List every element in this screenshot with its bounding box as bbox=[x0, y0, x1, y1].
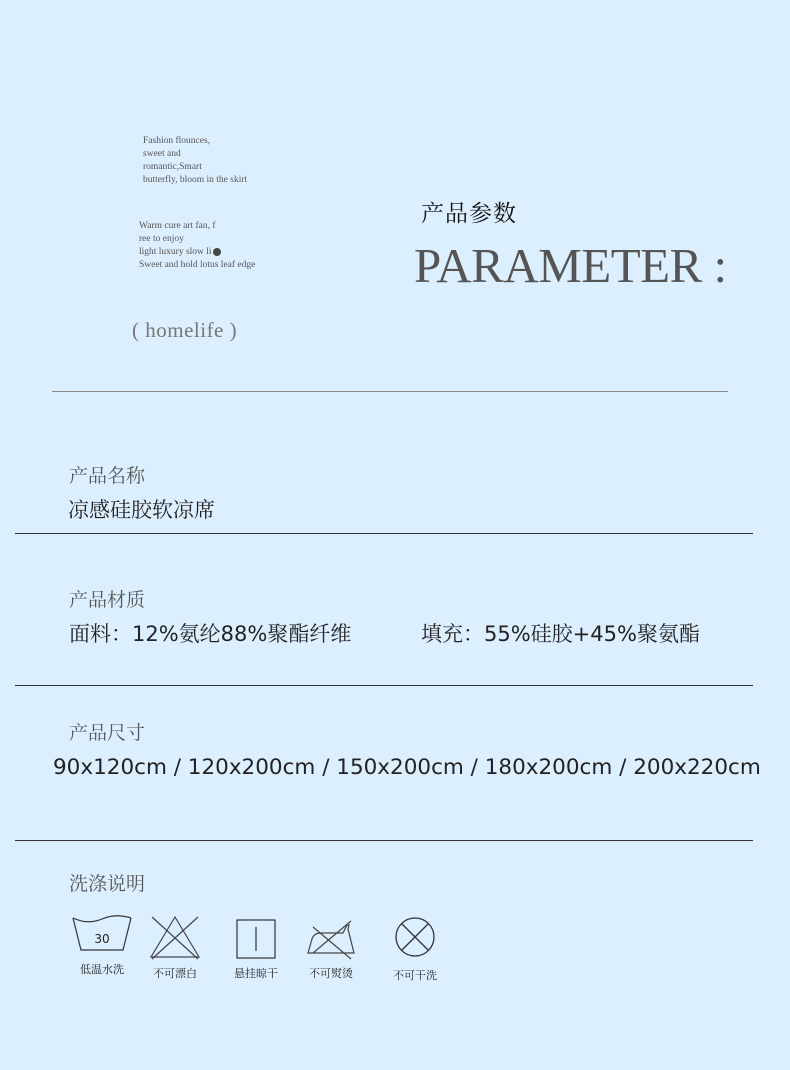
homelife-tag: ( homelife ) bbox=[132, 318, 238, 342]
care-caption: 低温水洗 bbox=[80, 963, 124, 976]
divider bbox=[52, 391, 728, 392]
no-iron-icon bbox=[303, 913, 359, 961]
product-name-label: 产品名称 bbox=[69, 465, 146, 487]
intro-blurb-2 bbox=[139, 220, 255, 272]
material-label: 产品材质 bbox=[69, 589, 146, 611]
page-title-en: PARAMETER : bbox=[414, 238, 727, 293]
bullet-dot-icon bbox=[213, 248, 221, 256]
care-caption: 不可干洗 bbox=[393, 969, 437, 982]
no-dry-clean-icon bbox=[391, 913, 439, 961]
no-bleach-icon bbox=[147, 913, 203, 961]
size-value: 90x120cm / 120x200cm / 150x200cm / 180x200cm / 200x220cm bbox=[53, 755, 761, 780]
care-item-no-dry-clean bbox=[375, 913, 455, 983]
product-name-value: 凉感硅胶软凉席 bbox=[68, 498, 215, 522]
wash-30-icon bbox=[70, 913, 134, 953]
page-title-zh: 产品参数 bbox=[421, 201, 517, 227]
care-item-no-iron bbox=[291, 913, 371, 981]
care-label: 洗涤说明 bbox=[69, 873, 146, 895]
size-label: 产品尺寸 bbox=[69, 722, 146, 744]
intro-blurb-2-text: Warm cure art fan, f ree to enjoy light luxury slow li bbox=[139, 221, 216, 257]
material-fabric: 面料：12%氨纶88%聚酯纤维 bbox=[69, 622, 352, 646]
divider bbox=[15, 685, 753, 686]
divider bbox=[15, 840, 753, 841]
care-caption: 悬挂晾干 bbox=[234, 967, 278, 980]
care-item-wash-30 bbox=[62, 913, 142, 977]
care-item-no-bleach bbox=[135, 913, 215, 981]
intro-blurb-2-last-line: Sweet and hold lotus leaf edge bbox=[139, 260, 256, 270]
material-filling: 填充：55%硅胶+45%聚氨酯 bbox=[421, 622, 700, 646]
intro-blurb-1: Fashion flounces, sweet and romantic,Smart butterfly, bloom in the skirt bbox=[143, 136, 248, 185]
hang-dry-icon bbox=[232, 913, 280, 961]
wash-temp: 30 bbox=[94, 932, 110, 946]
divider bbox=[15, 533, 753, 534]
care-item-hang-dry bbox=[216, 913, 296, 981]
care-caption: 不可漂白 bbox=[153, 967, 197, 980]
care-caption: 不可熨烫 bbox=[309, 967, 353, 980]
